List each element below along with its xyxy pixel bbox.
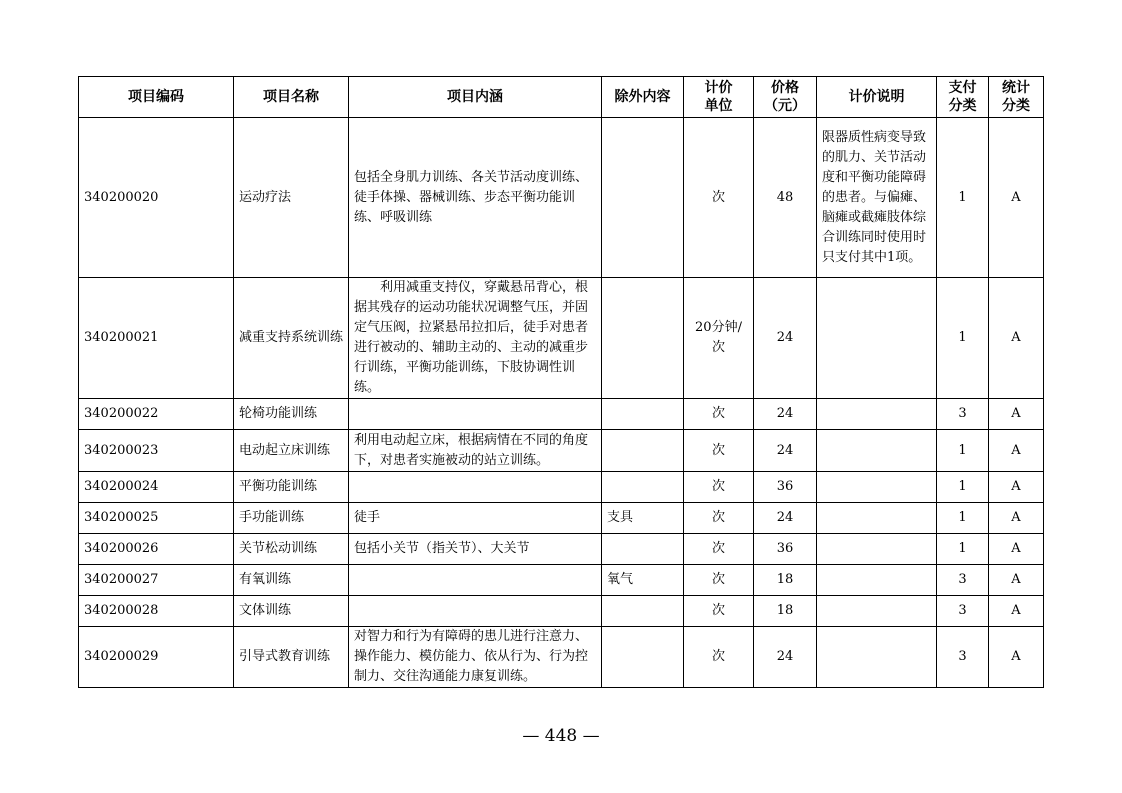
header-pay: 支付分类 bbox=[937, 77, 989, 118]
cell-code: 340200028 bbox=[79, 596, 234, 627]
table-row bbox=[79, 503, 1044, 534]
cell-excluded bbox=[602, 118, 684, 278]
header-stat: 统计分类 bbox=[989, 77, 1044, 118]
table-row bbox=[79, 278, 1044, 399]
table-row bbox=[79, 627, 1044, 688]
cell-code: 340200027 bbox=[79, 565, 234, 596]
cell-content: 包括小关节（指关节）、大关节 bbox=[349, 534, 602, 565]
cell-note: 限器质性病变导致的肌力、关节活动度和平衡功能障碍的患者。与偏瘫、脑瘫或截瘫肢体综合训练同时使用时只支付其中1项。 bbox=[817, 118, 937, 278]
table-row bbox=[79, 472, 1044, 503]
cell-note bbox=[817, 627, 937, 688]
cell-pay: 3 bbox=[937, 627, 989, 688]
header-name: 项目名称 bbox=[234, 77, 349, 118]
table-row bbox=[79, 399, 1044, 430]
cell-unit: 次 bbox=[684, 399, 754, 430]
header-content: 项目内涵 bbox=[349, 77, 602, 118]
cell-stat: A bbox=[989, 430, 1044, 472]
cell-name: 运动疗法 bbox=[234, 118, 349, 278]
cell-code: 340200020 bbox=[79, 118, 234, 278]
header-note: 计价说明 bbox=[817, 77, 937, 118]
cell-price: 18 bbox=[754, 596, 817, 627]
cell-note bbox=[817, 534, 937, 565]
cell-note bbox=[817, 278, 937, 399]
cell-price: 36 bbox=[754, 534, 817, 565]
cell-code: 340200025 bbox=[79, 503, 234, 534]
cell-unit: 次 bbox=[684, 627, 754, 688]
cell-content: 利用减重支持仪，穿戴悬吊背心，根据其残存的运动功能状况调整气压，并固定气压阀，拉紧悬吊拉扣后，徒手对患者进行被动的、辅助主动的、主动的减重步行训练，平衡功能训练，下肢协调性训练。 bbox=[349, 278, 602, 399]
cell-content: 包括全身肌力训练、各关节活动度训练、徒手体操、器械训练、步态平衡功能训练、呼吸训练 bbox=[349, 118, 602, 278]
cell-unit: 次 bbox=[684, 596, 754, 627]
header-excluded: 除外内容 bbox=[602, 77, 684, 118]
cell-price: 24 bbox=[754, 627, 817, 688]
cell-stat: A bbox=[989, 118, 1044, 278]
cell-name: 引导式教育训练 bbox=[234, 627, 349, 688]
cell-unit: 次 bbox=[684, 118, 754, 278]
table-row bbox=[79, 118, 1044, 278]
cell-price: 24 bbox=[754, 503, 817, 534]
cell-stat: A bbox=[989, 503, 1044, 534]
cell-name: 轮椅功能训练 bbox=[234, 399, 349, 430]
table-row bbox=[79, 430, 1044, 472]
cell-excluded bbox=[602, 627, 684, 688]
cell-content: 利用电动起立床，根据病情在不同的角度下，对患者实施被动的站立训练。 bbox=[349, 430, 602, 472]
header-price: 价格（元） bbox=[754, 77, 817, 118]
cell-unit: 20分钟/次 bbox=[684, 278, 754, 399]
cell-content bbox=[349, 472, 602, 503]
table-row bbox=[79, 534, 1044, 565]
cell-pay: 1 bbox=[937, 503, 989, 534]
cell-unit: 次 bbox=[684, 472, 754, 503]
cell-note bbox=[817, 399, 937, 430]
cell-price: 48 bbox=[754, 118, 817, 278]
header-code: 项目编码 bbox=[79, 77, 234, 118]
cell-excluded bbox=[602, 278, 684, 399]
cell-pay: 1 bbox=[937, 278, 989, 399]
cell-content bbox=[349, 399, 602, 430]
cell-price: 24 bbox=[754, 430, 817, 472]
cell-stat: A bbox=[989, 534, 1044, 565]
cell-price: 24 bbox=[754, 399, 817, 430]
cell-unit: 次 bbox=[684, 430, 754, 472]
cell-price: 24 bbox=[754, 278, 817, 399]
cell-code: 340200021 bbox=[79, 278, 234, 399]
cell-excluded: 氧气 bbox=[602, 565, 684, 596]
cell-price: 18 bbox=[754, 565, 817, 596]
cell-excluded bbox=[602, 472, 684, 503]
cell-stat: A bbox=[989, 472, 1044, 503]
cell-pay: 1 bbox=[937, 534, 989, 565]
cell-stat: A bbox=[989, 399, 1044, 430]
cell-pay: 3 bbox=[937, 399, 989, 430]
cell-name: 减重支持系统训练 bbox=[234, 278, 349, 399]
cell-name: 手功能训练 bbox=[234, 503, 349, 534]
table-header-row bbox=[79, 77, 1044, 118]
cell-excluded bbox=[602, 596, 684, 627]
cell-name: 有氧训练 bbox=[234, 565, 349, 596]
price-table bbox=[78, 76, 1044, 688]
cell-unit: 次 bbox=[684, 534, 754, 565]
cell-stat: A bbox=[989, 596, 1044, 627]
header-unit: 计价单位 bbox=[684, 77, 754, 118]
cell-code: 340200022 bbox=[79, 399, 234, 430]
table-row bbox=[79, 596, 1044, 627]
cell-name: 文体训练 bbox=[234, 596, 349, 627]
cell-code: 340200024 bbox=[79, 472, 234, 503]
cell-unit: 次 bbox=[684, 503, 754, 534]
cell-code: 340200026 bbox=[79, 534, 234, 565]
cell-content bbox=[349, 596, 602, 627]
cell-stat: A bbox=[989, 627, 1044, 688]
cell-note bbox=[817, 565, 937, 596]
cell-stat: A bbox=[989, 565, 1044, 596]
cell-name: 平衡功能训练 bbox=[234, 472, 349, 503]
cell-code: 340200023 bbox=[79, 430, 234, 472]
cell-code: 340200029 bbox=[79, 627, 234, 688]
cell-pay: 1 bbox=[937, 472, 989, 503]
cell-pay: 1 bbox=[937, 430, 989, 472]
cell-excluded: 支具 bbox=[602, 503, 684, 534]
cell-pay: 3 bbox=[937, 596, 989, 627]
cell-excluded bbox=[602, 534, 684, 565]
cell-note bbox=[817, 430, 937, 472]
cell-unit: 次 bbox=[684, 565, 754, 596]
table-row bbox=[79, 565, 1044, 596]
cell-pay: 3 bbox=[937, 565, 989, 596]
cell-excluded bbox=[602, 399, 684, 430]
cell-note bbox=[817, 596, 937, 627]
cell-note bbox=[817, 472, 937, 503]
cell-stat: A bbox=[989, 278, 1044, 399]
page-number: — 448 — bbox=[522, 726, 600, 746]
cell-content bbox=[349, 565, 602, 596]
cell-price: 36 bbox=[754, 472, 817, 503]
cell-name: 关节松动训练 bbox=[234, 534, 349, 565]
cell-pay: 1 bbox=[937, 118, 989, 278]
cell-name: 电动起立床训练 bbox=[234, 430, 349, 472]
cell-excluded bbox=[602, 430, 684, 472]
cell-content: 对智力和行为有障碍的患儿进行注意力、操作能力、模仿能力、依从行为、行为控制力、交往沟通能力康复训练。 bbox=[349, 627, 602, 688]
cell-content: 徒手 bbox=[349, 503, 602, 534]
cell-note bbox=[817, 503, 937, 534]
